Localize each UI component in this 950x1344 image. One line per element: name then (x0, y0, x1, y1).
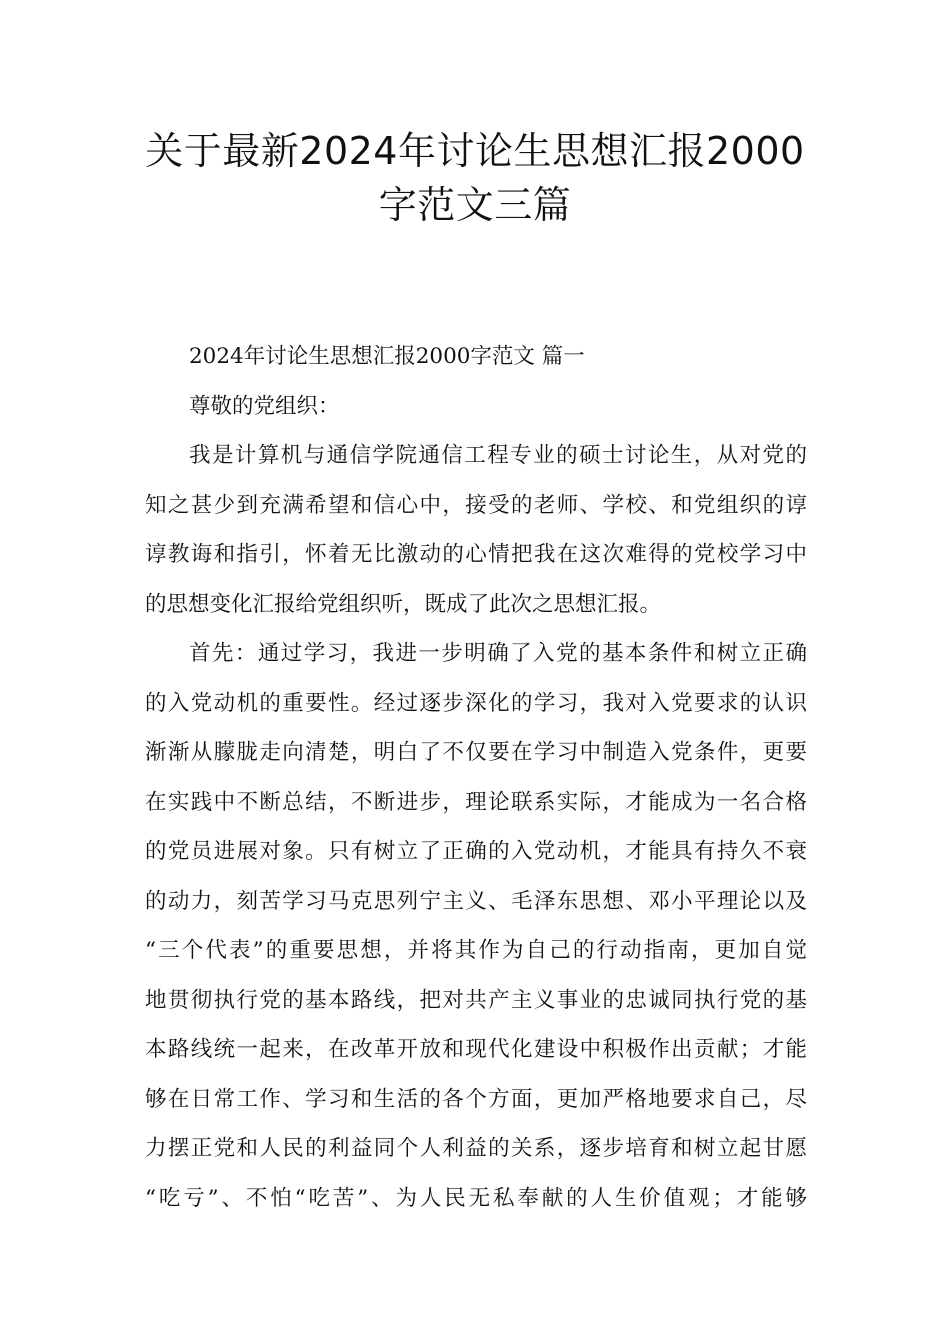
document-body (145, 332, 807, 1223)
paragraph-1-line: 谆教诲和指引，怀着无比激动的心情把我在这次难得的党校学习中 (145, 542, 807, 567)
paragraph-2-line: 首先：通过学习，我进一步明确了入党的基本条件和树立正确 (189, 641, 807, 666)
document-title-line-1: 关于最新2024年讨论生思想汇报2000 (145, 129, 805, 173)
paragraph-2-line: 的党员进展对象。只有树立了正确的入党动机，才能具有持久不衰 (145, 839, 807, 864)
paragraph-2-line: 力摆正党和人民的利益同个人利益的关系，逐步培育和树立起甘愿 (145, 1136, 807, 1161)
paragraph-2-line: “三个代表”的重要思想，并将其作为自己的行动指南，更加自觉 (145, 938, 807, 963)
paragraph-1-line: 的思想变化汇报给党组织听，既成了此次之思想汇报。 (145, 591, 662, 617)
paragraph-1-line: 知之甚少到充满希望和信心中，接受的老师、学校、和党组织的谆 (145, 492, 807, 518)
paragraph-2-line: 渐渐从朦胧走向清楚，明白了不仅要在学习中制造入党条件，更要 (145, 740, 807, 765)
paragraph-1-line: 我是计算机与通信学院通信工程专业的硕士讨论生，从对党的 (189, 443, 807, 468)
paragraph-2-line: 地贯彻执行党的基本路线，把对共产主义事业的忠诚同执行党的基 (145, 987, 807, 1013)
paragraph-2-line: 本路线统一起来，在改革开放和现代化建设中积极作出贡献；才能 (145, 1037, 807, 1062)
document-title (100, 124, 850, 232)
paragraph-2-line: 的入党动机的重要性。经过逐步深化的学习，我对入党要求的认识 (145, 690, 807, 716)
salutation: 尊敬的党组织： (189, 393, 340, 419)
paragraph-2-line: 够在日常工作、学习和生活的各个方面，更加严格地要求自己，尽 (145, 1086, 807, 1112)
paragraph-2-line: 的动力，刻苦学习马克思列宁主义、毛泽东思想、邓小平理论以及 (145, 888, 807, 914)
paragraph-2-line: “吃亏”、不怕“吃苦”、为人民无私奉献的人生价值观；才能够 (145, 1185, 807, 1211)
paragraph-2-line: 在实践中不断总结，不断进步，理论联系实际，才能成为一名合格 (145, 789, 807, 815)
section-heading: 2024年讨论生思想汇报2000字范文 篇一 (189, 344, 585, 369)
document-title-line-2: 字范文三篇 (378, 183, 572, 227)
